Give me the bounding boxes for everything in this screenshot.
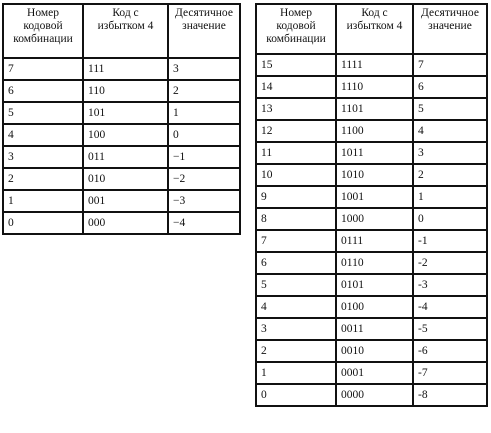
left-code-table [2, 3, 241, 235]
cell-excess-4-code: 0101 [336, 274, 413, 296]
header-excess-4-code: Код с избытком 4 [83, 4, 168, 58]
cell-combination-number: 8 [256, 208, 336, 230]
cell-decimal-value: −3 [168, 190, 240, 212]
cell-excess-4-code: 0000 [336, 384, 413, 406]
table-row [256, 274, 487, 296]
cell-combination-number: 2 [3, 168, 83, 190]
header-decimal-value: Десятичное значение [168, 4, 240, 58]
cell-decimal-value: -7 [413, 362, 487, 384]
table-row [256, 98, 487, 120]
cell-combination-number: 5 [256, 274, 336, 296]
cell-excess-4-code: 001 [83, 190, 168, 212]
table-header-row [3, 4, 240, 58]
cell-combination-number: 9 [256, 186, 336, 208]
header-excess-4-code: Код с избытком 4 [336, 4, 413, 54]
cell-decimal-value: 5 [413, 98, 487, 120]
cell-decimal-value: 3 [413, 142, 487, 164]
header-combination-number: Номер кодовой комбинации [3, 4, 83, 58]
cell-combination-number: 10 [256, 164, 336, 186]
table-row [3, 80, 240, 102]
cell-excess-4-code: 011 [83, 146, 168, 168]
cell-excess-4-code: 110 [83, 80, 168, 102]
cell-combination-number: 3 [3, 146, 83, 168]
cell-excess-4-code: 111 [83, 58, 168, 80]
cell-combination-number: 0 [3, 212, 83, 234]
cell-combination-number: 1 [3, 190, 83, 212]
table-header-row [256, 4, 487, 54]
cell-decimal-value: 0 [413, 208, 487, 230]
cell-combination-number: 14 [256, 76, 336, 98]
table-row [3, 146, 240, 168]
table-row [256, 296, 487, 318]
table-row [3, 168, 240, 190]
cell-decimal-value: 4 [413, 120, 487, 142]
right-table-body [256, 54, 487, 406]
table-row [3, 190, 240, 212]
cell-combination-number: 0 [256, 384, 336, 406]
cell-decimal-value: -2 [413, 252, 487, 274]
cell-excess-4-code: 010 [83, 168, 168, 190]
cell-combination-number: 4 [256, 296, 336, 318]
cell-combination-number: 6 [3, 80, 83, 102]
table-row [256, 362, 487, 384]
cell-decimal-value: -3 [413, 274, 487, 296]
cell-excess-4-code: 1111 [336, 54, 413, 76]
cell-excess-4-code: 0110 [336, 252, 413, 274]
cell-decimal-value: -5 [413, 318, 487, 340]
cell-excess-4-code: 0011 [336, 318, 413, 340]
cell-decimal-value: 2 [168, 80, 240, 102]
cell-combination-number: 6 [256, 252, 336, 274]
cell-excess-4-code: 1100 [336, 120, 413, 142]
cell-decimal-value: −1 [168, 146, 240, 168]
table-row [3, 58, 240, 80]
cell-excess-4-code: 101 [83, 102, 168, 124]
table-row [3, 124, 240, 146]
cell-excess-4-code: 1000 [336, 208, 413, 230]
cell-excess-4-code: 1011 [336, 142, 413, 164]
header-combination-number: Номер кодовой комбинации [256, 4, 336, 54]
cell-combination-number: 12 [256, 120, 336, 142]
cell-excess-4-code: 1110 [336, 76, 413, 98]
table-row [256, 120, 487, 142]
cell-excess-4-code: 1010 [336, 164, 413, 186]
table-row [3, 102, 240, 124]
cell-decimal-value: 1 [168, 102, 240, 124]
cell-decimal-value: -6 [413, 340, 487, 362]
table-row [256, 318, 487, 340]
cell-decimal-value: 1 [413, 186, 487, 208]
table-row [256, 340, 487, 362]
cell-excess-4-code: 1001 [336, 186, 413, 208]
cell-excess-4-code: 0111 [336, 230, 413, 252]
cell-decimal-value: −2 [168, 168, 240, 190]
cell-combination-number: 4 [3, 124, 83, 146]
cell-combination-number: 11 [256, 142, 336, 164]
cell-decimal-value: 6 [413, 76, 487, 98]
cell-combination-number: 5 [3, 102, 83, 124]
header-decimal-value: Десятичное значение [413, 4, 487, 54]
cell-combination-number: 2 [256, 340, 336, 362]
cell-decimal-value: 3 [168, 58, 240, 80]
table-row [256, 186, 487, 208]
left-table-body [3, 58, 240, 234]
cell-combination-number: 3 [256, 318, 336, 340]
table-row [256, 164, 487, 186]
cell-excess-4-code: 1101 [336, 98, 413, 120]
table-row [256, 142, 487, 164]
cell-combination-number: 13 [256, 98, 336, 120]
cell-combination-number: 7 [256, 230, 336, 252]
cell-excess-4-code: 100 [83, 124, 168, 146]
table-row [256, 384, 487, 406]
cell-decimal-value: −4 [168, 212, 240, 234]
cell-decimal-value: -1 [413, 230, 487, 252]
cell-decimal-value: 7 [413, 54, 487, 76]
cell-excess-4-code: 000 [83, 212, 168, 234]
cell-excess-4-code: 0010 [336, 340, 413, 362]
table-row [256, 252, 487, 274]
cell-excess-4-code: 0100 [336, 296, 413, 318]
cell-decimal-value: 2 [413, 164, 487, 186]
table-row [256, 54, 487, 76]
cell-decimal-value: -4 [413, 296, 487, 318]
table-row [256, 230, 487, 252]
cell-combination-number: 7 [3, 58, 83, 80]
cell-excess-4-code: 0001 [336, 362, 413, 384]
cell-combination-number: 15 [256, 54, 336, 76]
right-code-table [255, 3, 488, 407]
cell-decimal-value: -8 [413, 384, 487, 406]
table-row [256, 76, 487, 98]
table-row [256, 208, 487, 230]
cell-combination-number: 1 [256, 362, 336, 384]
cell-decimal-value: 0 [168, 124, 240, 146]
table-row [3, 212, 240, 234]
